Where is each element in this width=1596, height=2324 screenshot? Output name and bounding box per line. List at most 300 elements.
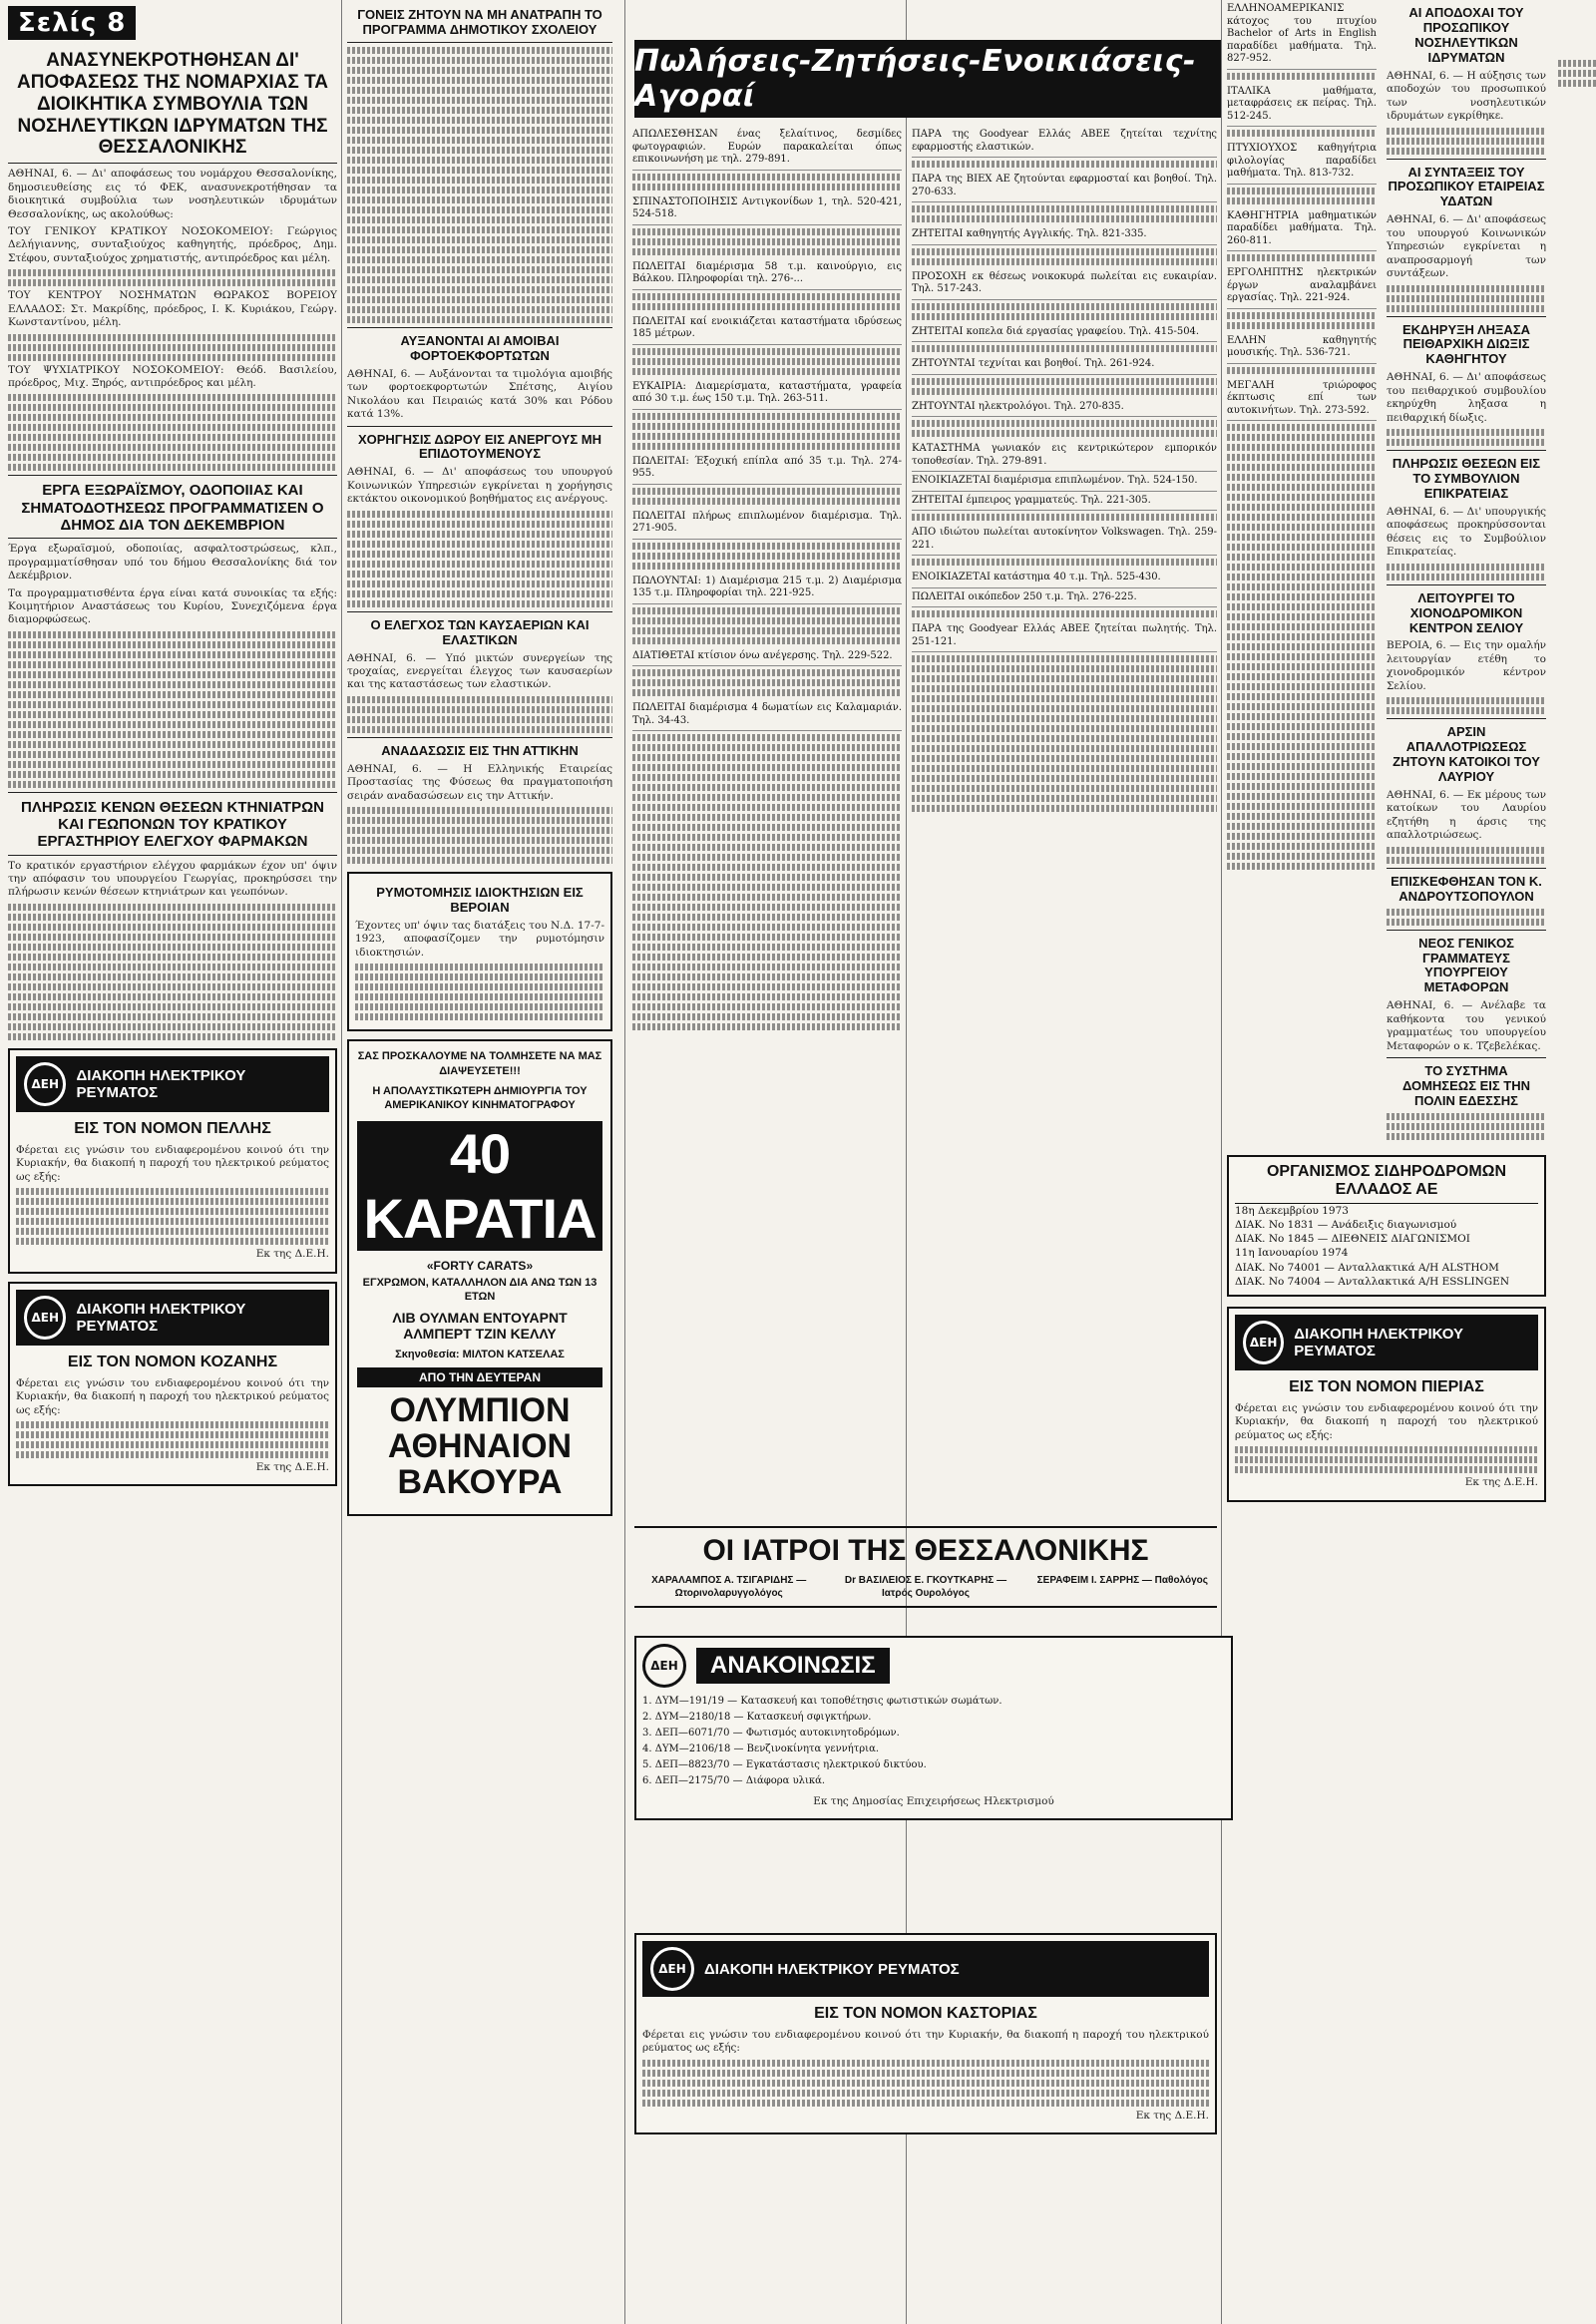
text-filler: [1227, 863, 1377, 870]
classified-ad: ΠΩΛΕΙΤΑΙ οικόπεδον 250 τ.μ. Τηλ. 276-225.: [912, 588, 1217, 608]
column-rule: [341, 0, 342, 2324]
text-filler: [1387, 574, 1546, 581]
text-filler: [347, 716, 612, 723]
text-filler: [1387, 439, 1546, 446]
text-filler: [347, 157, 612, 164]
text-filler: [8, 434, 337, 441]
deh-header: [642, 1941, 1209, 1997]
text-filler: [1227, 653, 1377, 660]
doctor-entry: [1028, 1574, 1217, 1600]
classified-ad: ΕΝΟΙΚΙΑΖΕΤΑΙ κατάστημα 40 τ.μ. Τηλ. 525-430.: [912, 569, 1217, 588]
text-filler: [1227, 484, 1377, 491]
ose-notice: [1227, 1155, 1546, 1297]
text-filler: [8, 983, 337, 990]
text-filler: [1387, 1123, 1546, 1130]
text-filler: [632, 854, 902, 861]
text-filler: [8, 954, 337, 961]
ose-row: ΔΙΑΚ. Νο 74001 — Ανταλλακτικά Α/Η ALSTHOM: [1235, 1261, 1499, 1274]
text-filler: [347, 206, 612, 213]
text-filler: [1387, 148, 1546, 155]
text-filler: [347, 246, 612, 253]
column-5: [1227, 0, 1546, 1510]
text-filler: [16, 1218, 329, 1225]
text-filler: [912, 345, 1217, 352]
text-filler: [347, 77, 612, 84]
text-filler: [1227, 693, 1377, 700]
text-filler: [632, 804, 902, 811]
deh-logo-icon: ΔΕΗ: [1243, 1321, 1284, 1364]
text-filler: [632, 864, 902, 871]
text-filler: [1227, 444, 1377, 451]
text-filler: [632, 914, 902, 921]
text-filler: [1227, 424, 1377, 431]
text-filler: [1227, 793, 1377, 800]
text-filler: [8, 279, 337, 286]
text-filler: [1227, 434, 1377, 441]
text-filler: [1387, 285, 1546, 292]
text-filler: [355, 983, 604, 990]
text-filler: [1227, 713, 1377, 720]
text-filler: [1387, 919, 1546, 926]
text-filler: [347, 726, 612, 733]
text-filler: [347, 117, 612, 124]
text-filler: [8, 1003, 337, 1010]
text-filler: [347, 541, 612, 548]
deh-label: ΔΙΑΚΟΠΗ ΗΛΕΚΤΡΙΚΟΥ ΡΕΥΜΑΤΟΣ: [704, 1960, 960, 1978]
divider: [1387, 1057, 1546, 1058]
divider: [8, 538, 337, 539]
doctor-name: ΣΕΡΑΦΕΙΜ Ι. ΣΑΡΡΗΣ — Παθολόγος: [1036, 1575, 1208, 1586]
column-rule: [1221, 0, 1222, 2324]
text-filler: [347, 551, 612, 558]
classified-ad: ΙΤΑΛΙΚΑ μαθήματα, μεταφράσεις εκ πείρας. Τηλ. 512-245.: [1227, 83, 1377, 128]
text-filler: [912, 388, 1217, 395]
text-filler: [1227, 312, 1377, 319]
text-filler: [8, 661, 337, 668]
text-filler: [632, 983, 902, 990]
text-filler: [632, 303, 902, 310]
deh-sign: Εκ της Δ.Ε.Η.: [1135, 2109, 1209, 2122]
text-filler: [1387, 1113, 1546, 1120]
text-filler: [355, 964, 604, 970]
text-filler: [912, 258, 1217, 265]
text-filler: [347, 196, 612, 203]
column-5-split: [1227, 0, 1546, 1143]
text-filler: [1387, 295, 1546, 302]
headline-loaders: ΑΥΞΑΝΟΝΤΑΙ ΑΙ ΑΜΟΙΒΑΙ ΦΟΡΤΟΕΚΦΟΡΤΩΤΩΝ: [400, 332, 560, 363]
classified-ad: ΚΑΘΗΓΗΤΡΙΑ μαθηματικών παραδίδει μαθήματα. Τηλ. 260-811.: [1227, 207, 1377, 252]
article-paragraph: ΑΘΗΝΑΙ, 6. — Η αύξησις των αποδοχών του προσωπικού των νοσηλευτικών ιδρυμάτων εγκρίθηκε.: [1387, 69, 1546, 123]
zoning-text: Έχοντες υπ' όψιν τας διατάξεις του Ν.Δ. 17-7-1923, αποφασίζομεν την ρυμοτόμησιν ιδιοκτησιών.: [355, 920, 604, 959]
headline-unemployed: ΧΟΡΗΓΗΣΙΣ ΔΩΡΟΥ ΕΙΣ ΑΝΕΡΓΟΥΣ ΜΗ ΕΠΙΔΟΤΟΥΜΕΝΟΥΣ: [357, 431, 602, 462]
deh-notice-kozani: [8, 1282, 337, 1487]
text-filler: [632, 744, 902, 751]
article-paragraph: ΑΘΗΝΑΙ, 6. — Δι' αποφάσεως του πειθαρχικού συμβουλίου εκηρύχθη ληξασα η πειθαρχική δίωξις.: [1387, 371, 1546, 424]
deh-body: Φέρεται εις γνώσιν του ενδιαφερομένου κοινού ότι την Κυριακήν, θα διακοπή η παροχή του ηλεκτρικού ρεύματος ως εξής:: [642, 2029, 1209, 2055]
text-filler: [16, 1441, 329, 1448]
text-filler: [1227, 544, 1377, 551]
text-filler: [632, 248, 902, 255]
text-filler: [1227, 367, 1377, 374]
deh-body: Φέρεται εις γνώσιν του ενδιαφερομένου κοινού ότι την Κυριακήν, θα διακοπή η παροχή του ηλεκτρικού ρεύματος ως εξής:: [16, 1143, 329, 1183]
text-filler: [912, 655, 1217, 662]
text-filler: [912, 205, 1217, 212]
text-filler: [632, 348, 902, 355]
classified-ad: ΕΝΟΙΚΙΑΖΕΤΑΙ διαμέρισμα επιπλωμένον. Τηλ. 524-150.: [912, 472, 1217, 492]
text-filler: [1387, 128, 1546, 135]
text-filler: [632, 679, 902, 686]
divider: [1387, 930, 1546, 931]
text-filler: [632, 423, 902, 430]
text-filler: [8, 424, 337, 431]
text-filler: [632, 443, 902, 450]
text-filler: [347, 857, 612, 864]
text-filler: [912, 775, 1217, 782]
text-filler: [632, 433, 902, 440]
text-filler: [347, 571, 612, 578]
divider: [347, 42, 612, 43]
text-filler: [347, 531, 612, 538]
text-filler: [347, 847, 612, 854]
article-paragraph: ΑΘΗΝΑΙ, 6. — Ανέλαβε τα καθήκοντα του γενικού γραμματέως του υπουργείου Μεταφορών ο κ. Τζεβελέκας.: [1387, 999, 1546, 1052]
text-filler: [912, 303, 1217, 310]
text-filler: [632, 358, 902, 365]
classifieds-column-1: [632, 126, 902, 1033]
text-filler: [8, 464, 337, 471]
text-filler: [912, 685, 1217, 692]
text-filler: [347, 47, 612, 54]
text-filler: [1227, 813, 1377, 820]
text-filler: [8, 1033, 337, 1040]
ose-row: ΔΙΑΚ. Νο 1831 — Ανάδειξις διαγωνισμού: [1235, 1219, 1457, 1232]
text-filler: [8, 964, 337, 970]
text-filler: [632, 814, 902, 821]
movie-cinemas: ΟΛΥΜΠΙΟΝ ΑΘΗΝΑΙΟΝ ΒΑΚΟΥΡΑ: [387, 1391, 573, 1501]
text-filler: [8, 993, 337, 1000]
headline-wages: ΑΙ ΑΠΟΔΟΧΑΙ ΤΟΥ ΠΡΟΣΩΠΙΚΟΥ ΝΟΣΗΛΕΥΤΙΚΩΝ ΙΔΡΥΜΑΤΩΝ: [1408, 5, 1524, 65]
headline-transport: ΝΕΟΣ ΓΕΝΙΚΟΣ ΓΡΑΜΜΑΤΕΥΣ ΥΠΟΥΡΓΕΙΟΥ ΜΕΤΑΦΟΡΩΝ: [1418, 935, 1514, 995]
text-filler: [1227, 464, 1377, 471]
text-filler: [347, 706, 612, 713]
text-filler: [1227, 773, 1377, 780]
article-paragraph: Το κρατικόν εργαστήριον ελέγχου φαρμάκων έχον υπ' όψιν την απόφασιν του υπουργείου Γεωργίας, προκηρύσσει την πλήρωσιν κενών θέσεων κτηνιάτρων και γεωπόνων.: [8, 859, 337, 899]
text-filler: [912, 795, 1217, 802]
page-number: Σελίς 8: [8, 6, 136, 40]
text-filler: [16, 1421, 329, 1428]
classified-ad: ΖΗΤΟΥΝΤΑΙ τεχνίται και βοηθοί. Τηλ. 261-924.: [912, 355, 1217, 375]
article-paragraph: ΑΘΗΝΑΙ, 6. — Δι' αποφάσεως του υπουργού Κοινωνικών Υπηρεσιών εγκρίνεται η αναπροσαρμογή των συντάξεων.: [1387, 213, 1546, 280]
text-filler: [347, 167, 612, 174]
text-filler: [347, 306, 612, 313]
text-filler: [1387, 909, 1546, 916]
text-filler: [1227, 254, 1377, 261]
classified-ad: ΕΥΚΑΙΡΙΑ: Διαμερίσματα, καταστήματα, γραφεία από 30 τ.μ. έως 150 τ.μ. Τηλ. 263-511.: [632, 378, 902, 410]
text-filler: [632, 238, 902, 245]
text-filler: [8, 934, 337, 941]
text-filler: [1227, 534, 1377, 541]
text-filler: [642, 2060, 1209, 2067]
headline-lavrio: ΑΡΣΙΝ ΑΠΑΛΛΟΤΡΙΩΣΕΩΣ ΖΗΤΟΥΝ ΚΑΤΟΙΚΟΙ ΤΟΥ ΛΑΥΡΙΟΥ: [1393, 724, 1540, 784]
text-filler: [912, 785, 1217, 792]
text-filler: [1227, 683, 1377, 690]
announcements-box: [634, 1636, 1233, 1820]
divider: [8, 855, 337, 856]
text-filler: [355, 973, 604, 980]
text-filler: [912, 745, 1217, 752]
classified-ad: ΖΗΤΕΙΤΑΙ καθηγητής Αγγλικής. Τηλ. 821-335.: [912, 225, 1217, 245]
text-filler: [1227, 514, 1377, 521]
classified-ad: ΠΩΛΕΙΤΑΙ διαμέρισμα 4 δωματίων εις Καλαμαριάν. Τηλ. 34-43.: [632, 699, 902, 731]
ose-row: 11η Ιανουαρίου 1974: [1235, 1247, 1349, 1260]
article-paragraph: ΒΕΡΟΙΑ, 6. — Εις την ομαλήν λειτουργίαν ετέθη το χιονοδρομικόν κέντρον Σελίου.: [1387, 639, 1546, 692]
text-filler: [8, 414, 337, 421]
deh-logo-icon: ΔΕΗ: [24, 1062, 66, 1106]
text-filler: [912, 430, 1217, 437]
text-filler: [347, 807, 612, 814]
deh-region: ΕΙΣ ΤΟΝ ΝΟΜΟΝ ΚΟΖΑΝΗΣ: [67, 1353, 278, 1370]
movie-rating: ΕΓΧΡΩΜΟΝ, ΚΑΤΑΛΛΗΛΟΝ ΔΙΑ ΑΝΩ ΤΩΝ 13 ΕΤΩΝ: [362, 1276, 598, 1303]
text-filler: [1387, 707, 1546, 714]
text-filler: [347, 67, 612, 74]
announcement-item: 4. ΔΥΜ—2106/18 — Βενζινοκίνητα γεννήτρια.: [642, 1743, 880, 1754]
text-filler: [1227, 763, 1377, 770]
headline-disciplinary: ΕΚΔΗΡΥΞΗ ΛΗΞΑΣΑ ΠΕΙΘΑΡΧΙΚΗ ΔΙΩΞΙΣ ΚΑΘΗΓΗΤΟΥ: [1401, 321, 1531, 367]
deh-label: ΔΙΑΚΟΠΗ ΗΛΕΚΤΡΙΚΟΥ ΡΕΥΜΑΤΟΣ: [1294, 1325, 1464, 1359]
ose-row: ΔΙΑΚ. Νο 1845 — ΔΙΕΘΝΕΙΣ ΔΙΑΓΩΝΙΣΜΟΙ: [1235, 1233, 1470, 1246]
classified-ad: ΕΛΛΗΝ καθηγητής μουσικής. Τηλ. 536-721.: [1227, 332, 1377, 364]
deh-notice-kastoria-wrapper: [634, 1925, 1217, 2142]
text-filler: [632, 553, 902, 560]
text-filler: [1235, 1466, 1538, 1473]
text-filler: [347, 256, 612, 263]
text-filler: [8, 944, 337, 951]
text-filler: [632, 934, 902, 941]
column-rule: [624, 0, 625, 2324]
text-filler: [1227, 633, 1377, 640]
text-filler: [1227, 454, 1377, 461]
doctor-name: ΧΑΡΑΛΑΜΠΟΣ Α. ΤΣΙΓΑΡΙΔΗΣ — Ωτορινολαρυγγολόγος: [651, 1575, 807, 1599]
text-filler: [912, 215, 1217, 222]
text-filler: [8, 334, 337, 341]
divider: [8, 792, 337, 793]
text-filler: [16, 1431, 329, 1438]
text-filler: [16, 1238, 329, 1245]
divider: [347, 611, 612, 612]
text-filler: [632, 784, 902, 791]
text-filler: [347, 817, 612, 824]
classified-ad: ΕΡΓΟΛΗΠΤΗΣ ηλεκτρικών έργων αναλαμβάνει εργασίας. Τηλ. 221-924.: [1227, 264, 1377, 309]
text-filler: [632, 894, 902, 901]
text-filler: [8, 914, 337, 921]
text-filler: [347, 316, 612, 323]
headline-ski: ΛΕΙΤΟΥΡΓΕΙ ΤΟ ΧΙΟΝΟΔΡΟΜΙΚΟΝ ΚΕΝΤΡΟΝ ΣΕΛΙΟΥ: [1408, 589, 1524, 635]
text-filler: [347, 97, 612, 104]
divider: [347, 426, 612, 427]
text-filler: [8, 394, 337, 401]
text-filler: [632, 764, 902, 771]
text-filler: [347, 147, 612, 154]
divider: [347, 737, 612, 738]
text-filler: [8, 721, 337, 728]
ose-title: ΟΡΓΑΝΙΣΜΟΣ ΣΙΔΗΡΟΔΡΟΜΩΝ ΕΛΛΑΔΟΣ ΑΕ: [1235, 1163, 1538, 1204]
movie-from: ΑΠΟ ΤΗΝ ΔΕΥΤΕΡΑΝ: [357, 1367, 602, 1387]
deh-notice-pieria: [1227, 1307, 1546, 1502]
text-filler: [1227, 623, 1377, 630]
text-filler: [912, 514, 1217, 521]
classified-ad: ΠΑΡΑ της Goodyear Ελλάς ΑΒΕΕ ζητείται πωλητής. Τηλ. 251-121.: [912, 620, 1217, 652]
ose-row: 18η Δεκεμβρίου 1973: [1235, 1204, 1349, 1217]
divider: [8, 163, 337, 164]
deh-region: ΕΙΣ ΤΟΝ ΝΟΜΟΝ ΠΙΕΡΙΑΣ: [1289, 1377, 1484, 1395]
text-filler: [8, 731, 337, 738]
article-paragraph: Τα προγραμματισθέντα έργα είναι κατά συνοικίας τα εξής: Κοιμητήριον Αναστάσεως του Κυρίου, Συνεχιζόμενα έργα διαμορφώσεως.: [8, 586, 337, 626]
text-filler: [632, 904, 902, 911]
text-filler: [1227, 554, 1377, 561]
classifieds-banner: Πωλήσεις-Ζητήσεις-Ενοικιάσεις-Αγοραί: [634, 40, 1221, 118]
text-filler: [642, 2070, 1209, 2077]
text-filler: [642, 2080, 1209, 2087]
text-filler: [1227, 663, 1377, 670]
text-filler: [632, 844, 902, 851]
doctors-title: ΟΙ ΙΑΤΡΟΙ ΤΗΣ ΘΕΣΣΑΛΟΝΙΚΗΣ: [702, 1534, 1149, 1567]
text-filler: [632, 174, 902, 181]
classified-ad: ΣΠΙΝΑΣΤΟΠΟΙΗΣΙΣ Αντιγκονίδων 1, τηλ. 520-421, 524-518.: [632, 194, 902, 225]
text-filler: [1387, 847, 1546, 854]
text-filler: [1227, 783, 1377, 790]
text-filler: [347, 226, 612, 233]
movie-subline: Η ΑΠΟΛΑΥΣΤΙΚΩΤΕΡΗ ΔΗΜΙΟΥΡΓΙΑ ΤΟΥ ΑΜΕΡΙΚΑΝΙΚΟΥ ΚΙΝΗΜΑΤΟΓΡΑΦΟΥ: [372, 1084, 588, 1112]
deh-header: [16, 1290, 329, 1346]
classifieds-column-3: [1227, 0, 1377, 1143]
text-filler: [1227, 73, 1377, 80]
deh-label: ΔΙΑΚΟΠΗ ΗΛΕΚΤΡΙΚΟΥ ΡΕΥΜΑΤΟΣ: [76, 1300, 246, 1335]
text-filler: [347, 600, 612, 607]
text-filler: [632, 794, 902, 801]
text-filler: [632, 413, 902, 420]
text-filler: [1227, 733, 1377, 740]
headline-council: ΠΛΗΡΩΣΙΣ ΘΕΣΕΩΝ ΕΙΣ ΤΟ ΣΥΜΒΟΥΛΙΟΝ ΕΠΙΚΡΑΤΕΙΑΣ: [1392, 456, 1541, 501]
deh-label: ΔΙΑΚΟΠΗ ΗΛΕΚΤΡΙΚΟΥ ΡΕΥΜΑΤΟΣ: [76, 1066, 246, 1101]
text-filler: [632, 617, 902, 624]
divider: [1387, 868, 1546, 869]
classified-ad: ΠΩΛΕΙΤΑΙ: Έξοχική επίπλα από 35 τ.μ. Τηλ. 274-955.: [632, 453, 902, 485]
classified-ad: ΠΑΡΑ της ΒΙΕΧ ΑΕ ζητούνται εφαρμοσταί και βοηθοί. Τηλ. 270-633.: [912, 171, 1217, 202]
text-filler: [632, 543, 902, 550]
text-filler: [912, 161, 1217, 168]
classified-ad: ΕΛΛΗΝΟΑΜΕΡΙΚΑΝΙΣ κάτοχος του πτυχίου Bachelor of Arts in English παραδίδει μαθήματα. Τηλ. 827-952.: [1227, 0, 1377, 70]
text-filler: [347, 581, 612, 587]
article-paragraph: Έργα εξωραϊσμού, οδοποιίας, ασφαλτοστρώσεως, κλπ., προγραμματίσθησαν υπό του δήμου Θεσσαλονίκης διά τον Δεκέμβριον.: [8, 543, 337, 582]
text-filler: [8, 444, 337, 451]
text-filler: [347, 590, 612, 597]
text-filler: [1558, 60, 1596, 67]
text-filler: [912, 765, 1217, 772]
text-filler: [912, 248, 1217, 255]
headline-visit: ΕΠΙΣΚΕΦΘΗΣΑΝ ΤΟΝ Κ. ΑΝΔΡΟΥΤΣΟΠΟΥΛΟΝ: [1391, 873, 1542, 904]
text-filler: [912, 695, 1217, 702]
text-filler: [1227, 603, 1377, 610]
divider: [1387, 584, 1546, 585]
classified-ad: ΜΕΓΑΛΗ τριώροφος έκπτωσις επί των αυτοκινήτων. Τηλ. 273-592.: [1227, 377, 1377, 422]
classified-ad: ΠΤΥΧΙΟΥΧΟΣ καθηγήτρια φιλολογίας παραδίδει μαθήματα. Τηλ. 813-732.: [1227, 140, 1377, 185]
article-paragraph: ΑΘΗΝΑΙ, 6. — Δι' αποφάσεως του νομάρχου Θεσσαλονίκης, δημοσιευθείσης εις τό ΦΕΚ, ανασυνεκροτήθησαν τα διοικητικά συμβούλια των νοσηλευτικών ιδρυμάτων Θεσσαλονίκης, ως ακολούθως:: [8, 168, 337, 220]
movie-tagline: ΣΑΣ ΠΡΟΣΚΑΛΟΥΜΕ ΝΑ ΤΟΛΜΗΣΕΤΕ ΝΑ ΜΑΣ ΔΙΑΨΕΥΣΕΤΕ!!!: [357, 1050, 602, 1077]
text-filler: [632, 228, 902, 235]
text-filler: [1227, 504, 1377, 511]
doctor-name: Dr ΒΑΣΙΛΕΙΟΣ Ε. ΓΚΟΥΤΚΑΡΗΣ — Ιατρός Ουρολόγος: [844, 1575, 1007, 1599]
text-filler: [632, 627, 902, 634]
classified-ad: ΚΑΤΑΣΤΗΜΑ γωνιακόν εις κεντρικώτερον εμπορικόν τοποθεσίαν. Τηλ. 279-891.: [912, 440, 1217, 472]
classifieds-column-2: [912, 126, 1217, 815]
adjacent-page-edge: [1558, 0, 1596, 2324]
text-filler: [1227, 524, 1377, 531]
text-filler: [16, 1188, 329, 1195]
text-filler: [1227, 574, 1377, 581]
text-filler: [1387, 1133, 1546, 1140]
doctor-entry: [634, 1574, 823, 1600]
text-filler: [8, 344, 337, 351]
announcements-list: [642, 1694, 1225, 1789]
deh-logo-icon: ΔΕΗ: [24, 1296, 66, 1340]
doctor-entry: [831, 1574, 1019, 1600]
headline-pensions: ΑΙ ΣΥΝΤΑΞΕΙΣ ΤΟΥ ΠΡΟΣΩΠΙΚΟΥ ΕΤΑΙΡΕΙΑΣ ΥΔΑΤΩΝ: [1388, 164, 1545, 209]
deh-body: Φέρεται εις γνώσιν του ενδιαφερομένου κοινού ότι την Κυριακήν, θα διακοπή η παροχή του ηλεκτρικού ρεύματος ως εξής:: [16, 1376, 329, 1416]
text-filler: [912, 805, 1217, 812]
deh-region: ΕΙΣ ΤΟΝ ΝΟΜΟΝ ΚΑΣΤΟΡΙΑΣ: [814, 2005, 1037, 2022]
deh-header: [16, 1056, 329, 1112]
announcements-header: [642, 1644, 1225, 1688]
text-filler: [8, 1013, 337, 1020]
deh-sign: Εκ της Δ.Ε.Η.: [255, 1460, 329, 1473]
text-filler: [642, 2090, 1209, 2097]
classified-ad: ΠΩΛΕΙΤΑΙ διαμέρισμα 58 τ.μ. καινούργιο, εις Βάλκου. Πληροφορίαι τηλ. 276-...: [632, 258, 902, 290]
deh-logo-icon: ΔΕΗ: [642, 1644, 686, 1688]
text-filler: [632, 498, 902, 505]
text-filler: [16, 1198, 329, 1205]
text-filler: [8, 781, 337, 788]
text-filler: [1227, 703, 1377, 710]
text-filler: [347, 511, 612, 518]
announcement-item: 6. ΔΕΠ—2175/70 — Διάφορα υλικά.: [642, 1775, 826, 1786]
movie-cast: ΛΙΒ ΟΥΛΜΑΝ ΕΝΤΟΥΑΡΝΤ ΑΛΜΠΕΡΤ ΤΖΙΝ ΚΕΛΛΥ: [392, 1310, 568, 1343]
text-filler: [632, 944, 902, 951]
text-filler: [347, 87, 612, 94]
text-filler: [1227, 643, 1377, 650]
text-filler: [1227, 743, 1377, 750]
text-filler: [355, 1013, 604, 1020]
text-filler: [355, 993, 604, 1000]
text-filler: [8, 671, 337, 678]
column-2: [347, 0, 612, 1524]
text-filler: [8, 751, 337, 758]
classified-ad: ΠΩΛΕΙΤΑΙ καί ενοικιάζεται καταστήματα ιδρύσεως 185 μέτρων.: [632, 313, 902, 345]
divider: [1387, 718, 1546, 719]
text-filler: [632, 954, 902, 961]
text-filler: [632, 874, 902, 881]
text-filler: [1387, 564, 1546, 571]
classified-ad: ΠΩΛΟΥΝΤΑΙ: 1) Διαμέρισμα 215 τ.μ. 2) Διαμέρισμα 135 τ.μ. Πληροφορίαι τηλ. 221-925.: [632, 573, 902, 604]
text-filler: [912, 715, 1217, 722]
text-filler: [8, 701, 337, 708]
classified-ad: ΠΡΟΣΟΧΗ εκ θέσεως νοικοκυρά πωλείται εις ευκαιρίαν. Τηλ. 517-243.: [912, 268, 1217, 300]
text-filler: [1227, 474, 1377, 481]
deh-region: ΕΙΣ ΤΟΝ ΝΟΜΟΝ ΠΕΛΛΗΣ: [74, 1119, 271, 1137]
announcement-item: 5. ΔΕΠ—8823/70 — Εγκατάστασις ηλεκτρικού δικτύου.: [642, 1759, 927, 1770]
text-filler: [642, 2100, 1209, 2107]
headline-parents: ΓΟΝΕΙΣ ΖΗΤΟΥΝ ΝΑ ΜΗ ΑΝΑΤΡΑΠΗ ΤΟ ΠΡΟΓΡΑΜΜΑ ΔΗΜΟΤΙΚΟΥ ΣΧΟΛΕΙΟΥ: [357, 7, 602, 37]
text-filler: [347, 521, 612, 528]
article-paragraph: ΑΘΗΝΑΙ, 6. — Υπό μικτών συνεργείων της τροχαίας, ενεργείται έλεγχος των καυσαερίων και της καταστάσεως των ελαστικών.: [347, 651, 612, 691]
